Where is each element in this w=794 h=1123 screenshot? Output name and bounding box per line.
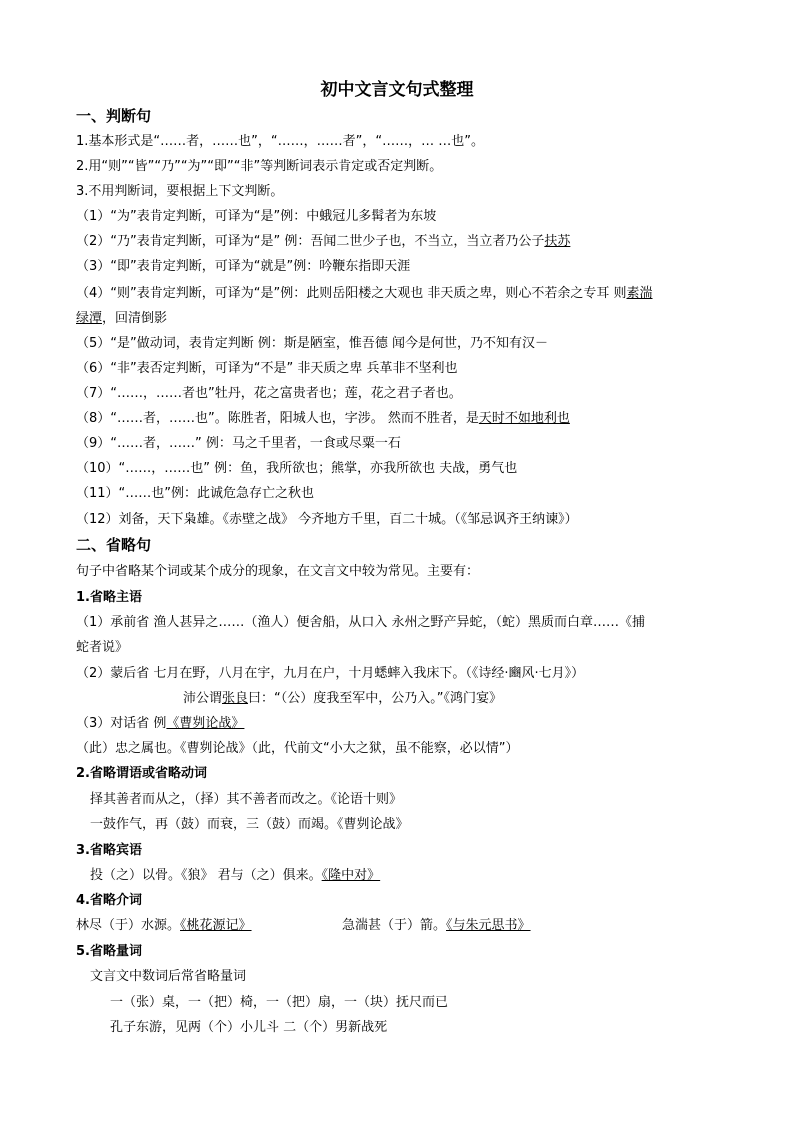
list-item: （9）“……者，……” 例：马之千里者，一食或尽粟一石 xyxy=(76,436,401,451)
paragraph-text: 林尽（于）水源。 xyxy=(76,918,181,933)
list-item xyxy=(76,232,570,252)
list-item-text: ，回清倒影 xyxy=(102,311,168,326)
list-item: （3）“即”表肯定判断，可译为“就是”例：吟鞭东指即天涯 xyxy=(76,259,411,274)
paragraph-text: 投（之）以骨。《狼》 君与（之）俱来。 xyxy=(90,868,322,883)
list-item: （1）承前省 渔人甚异之……（渔人）便舍船，从口入 永州之野产异蛇，（蛇）黑质而白章……《捕 xyxy=(76,615,646,630)
paragraph: 一（张）桌，一（把）椅，一（把）扇，一（块）抚尺而已 xyxy=(110,995,449,1010)
list-item-text: 曰：“（公）度我至军中，公乃入。”《鸿门宴》 xyxy=(248,691,503,706)
section-heading-judgment: 一、判断句 xyxy=(76,107,152,125)
paragraph xyxy=(76,916,252,936)
list-item-text: （8）“……者，……也”。陈胜者，阳城人也，字涉。 然而不胜者，是 xyxy=(76,411,479,426)
list-item: （6）“非”表否定判断，可译为“不是” 非天质之卑 兵革非不坚利也 xyxy=(76,361,458,376)
list-item-continuation xyxy=(76,309,167,329)
underlined-text: 素湍 xyxy=(626,286,653,301)
underlined-text: 《与朱元思书》 xyxy=(446,918,531,933)
paragraph-text: 急湍甚（于）箭。 xyxy=(342,918,447,933)
paragraph: 2.用“则”“皆”“乃”“为”“即”“非”等判断词表示肯定或否定判断。 xyxy=(76,159,443,174)
paragraph: 3.不用判断词，要根据上下文判断。 xyxy=(76,184,284,199)
subheading: 4.省略介词 xyxy=(76,893,142,908)
list-item xyxy=(76,714,244,734)
list-item: （5）“是”做动词，表肯定判断 例：斯是陋室，惟吾德 闻今是何世，乃不知有汉－ xyxy=(76,336,549,351)
list-item: （12）刘备，天下枭雄。《赤壁之战》 今齐地方千里，百二十城。（《邹忌讽齐王纳谏》） xyxy=(76,512,578,527)
list-item xyxy=(76,409,570,429)
list-item-text: （3）对话省 例 xyxy=(76,716,167,731)
paragraph: 择其善者而从之，（择）其不善者而改之。《论语十则》 xyxy=(90,792,403,807)
paragraph: 孔子东游，见两（个）小儿斗 二（个）男新战死 xyxy=(110,1020,388,1035)
list-item-text: 沛公谓 xyxy=(183,691,223,706)
subheading: 2.省略谓语或省略动词 xyxy=(76,766,207,781)
page-title: 初中文言文句式整理 xyxy=(320,80,474,100)
paragraph: 一鼓作气，再（鼓）而衰，三（鼓）而竭。《曹刿论战》 xyxy=(90,817,409,832)
list-item: （7）“……，……者也”牡丹，花之富贵者也；莲，花之君子者也。 xyxy=(76,386,462,401)
underlined-text: 天时不如地利也 xyxy=(478,411,570,426)
subheading: 5.省略量词 xyxy=(76,944,142,959)
underlined-text: 扶苏 xyxy=(544,234,571,249)
list-item: （10）“……，……也” 例：鱼，我所欲也；熊掌，亦我所欲也 夫战，勇气也 xyxy=(76,461,518,476)
paragraph xyxy=(90,866,380,886)
underlined-text: 《桃花源记》 xyxy=(180,918,252,933)
list-item: （1）“为”表肯定判断，可译为“是”例：中蛾冠儿多髯者为东坡 xyxy=(76,209,437,224)
underlined-text: 绿潭 xyxy=(76,311,103,326)
underlined-text: 张良 xyxy=(222,691,249,706)
paragraph: （此）忠之属也。《曹刿论战》（此，代前文“小大之狱，虽不能察，必以情”） xyxy=(76,741,519,756)
paragraph: 1.基本形式是“……者，……也”，“……，……者”，“……，… …也”。 xyxy=(76,134,484,149)
list-item: （11）“……也”例：此诚危急存亡之秋也 xyxy=(76,486,315,501)
list-item-continuation: 蛇者说》 xyxy=(76,640,129,655)
underlined-text: 《曹刿论战》 xyxy=(166,716,245,731)
list-item: （2）蒙后省 七月在野，八月在宇，九月在户，十月蟋蟀入我床下。（《诗经·豳风·七月》） xyxy=(76,666,585,681)
paragraph: 文言文中数词后常省略量词 xyxy=(90,969,247,984)
paragraph xyxy=(342,916,531,936)
paragraph: 句子中省略某个词或某个成分的现象，在文言文中较为常见。主要有： xyxy=(76,564,480,579)
list-item-continuation xyxy=(183,689,502,709)
section-heading-ellipsis: 二、省略句 xyxy=(76,536,152,554)
list-item-text: （4）“则”表肯定判断，可译为“是”例：此则岳阳楼之大观也 非天质之卑，则心不若余之专耳 则 xyxy=(76,286,627,301)
list-item-text: （2）“乃”表肯定判断，可译为“是” 例：吾闻二世少子也，不当立，当立者乃公子 xyxy=(76,234,545,249)
subheading: 1.省略主语 xyxy=(76,590,142,605)
list-item xyxy=(76,284,653,304)
subheading: 3.省略宾语 xyxy=(76,843,142,858)
underlined-text: 《隆中对》 xyxy=(321,868,381,883)
